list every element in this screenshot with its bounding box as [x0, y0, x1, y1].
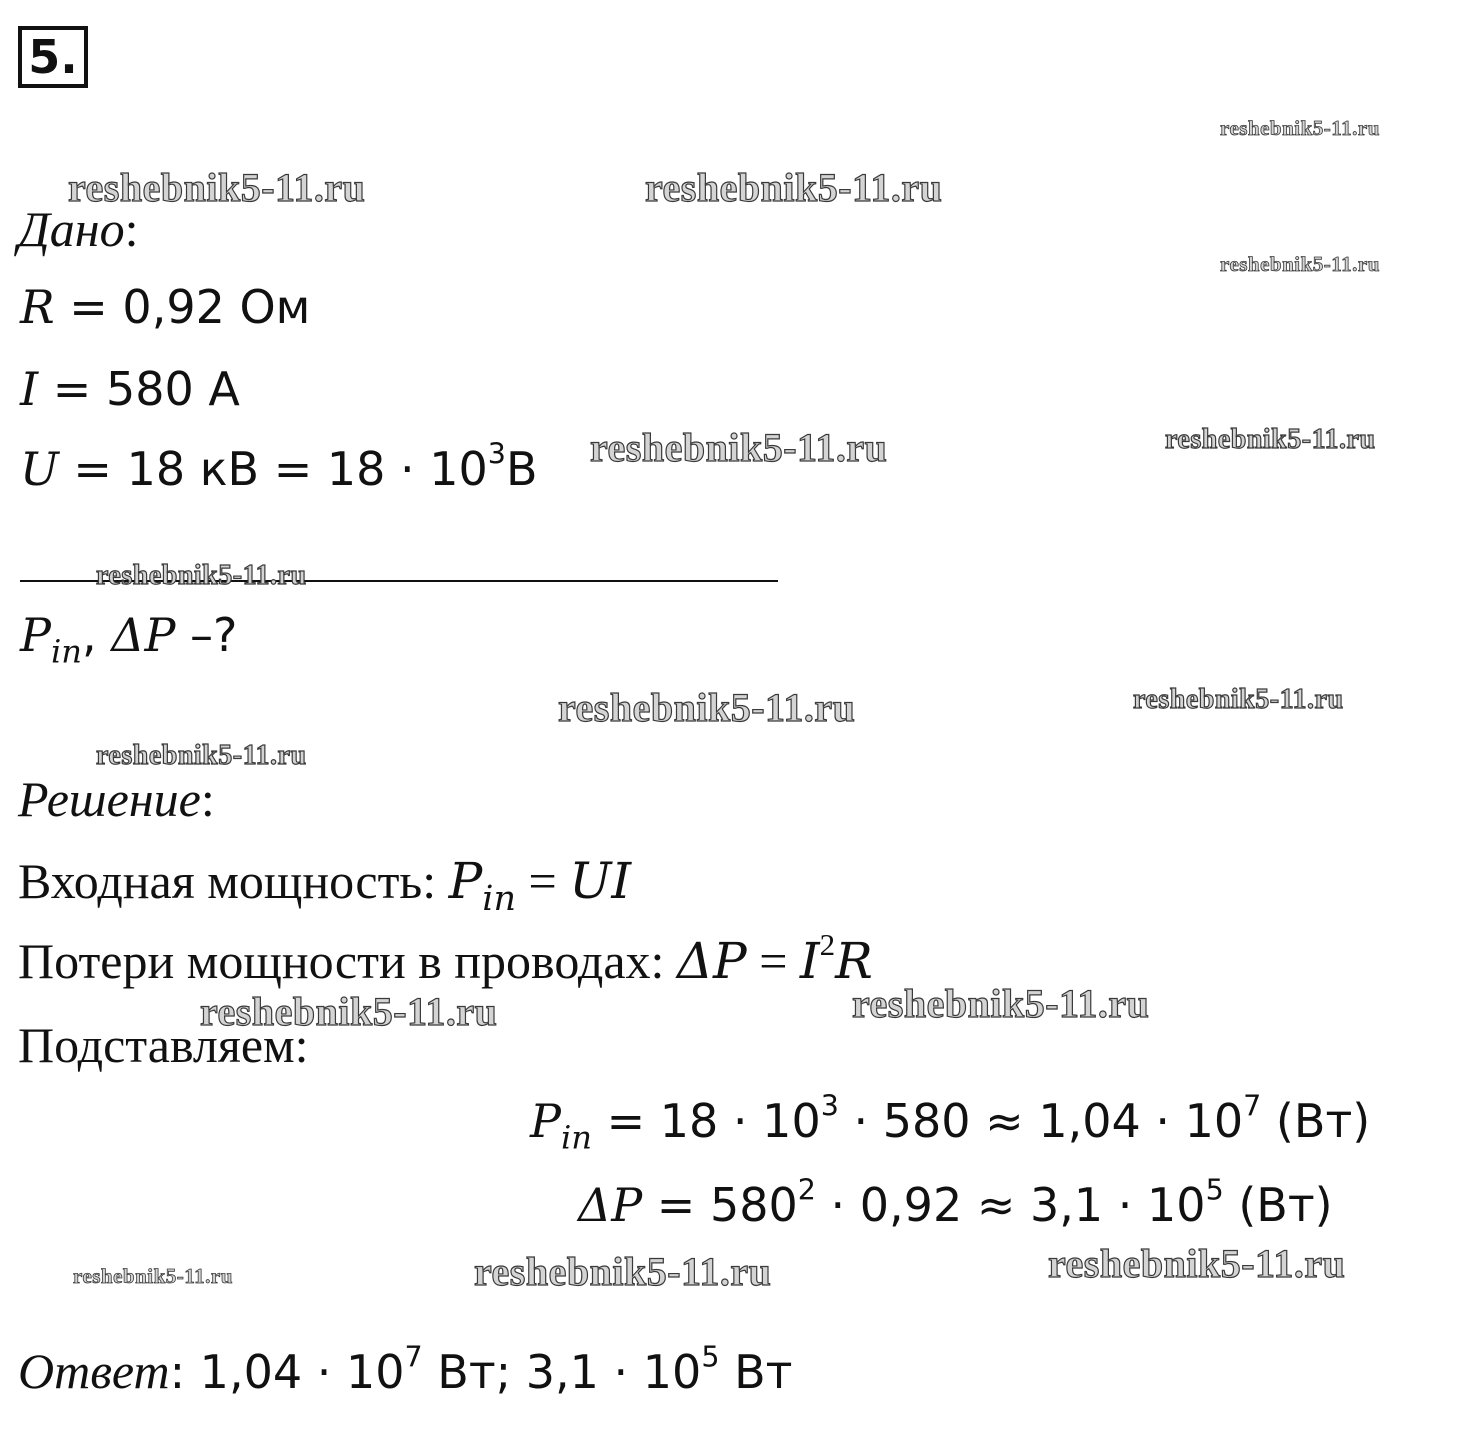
solution-power-loss: Потери мощности в проводах: $\Delta P = I^2R$	[18, 926, 873, 990]
watermark: reshebnik5-11.ru	[645, 165, 943, 210]
given-current: I = 580 А	[20, 362, 240, 416]
answer-line: Ответ: $1,04 \cdot 10^7$ Вт; $3,1 \cdot 10^5$ Вт	[18, 1340, 793, 1399]
given-heading: Дано:	[18, 201, 139, 257]
solution-input-power: Входная мощность: $P_{in}$ = UI	[18, 852, 632, 920]
watermark: reshebnik5-11.ru	[590, 425, 888, 470]
watermark: reshebnik5-11.ru	[1048, 1241, 1346, 1286]
watermark: reshebnik5-11.ru	[474, 1249, 772, 1294]
calc-power-loss: $\Delta P = 580^2 \cdot 0,92 \approx 3,1 \cdot 10^5$ (Вт)	[578, 1173, 1333, 1232]
problem-number: 5.	[18, 26, 88, 88]
watermark: reshebnik5-11.ru	[1133, 684, 1344, 715]
watermark: reshebnik5-11.ru	[558, 685, 856, 730]
watermark: reshebnik5-11.ru	[852, 981, 1150, 1026]
watermark: reshebnik5-11.ru	[1220, 116, 1380, 140]
watermark: reshebnik5-11.ru	[68, 165, 366, 210]
given-resistance: R = 0,92 Ом	[20, 280, 311, 334]
watermark: reshebnik5-11.ru	[96, 740, 307, 771]
watermark: reshebnik5-11.ru	[1220, 252, 1380, 276]
watermark: reshebnik5-11.ru	[1165, 424, 1376, 455]
find-line: $P_{in}$, ΔP –?	[20, 608, 238, 671]
watermark: reshebnik5-11.ru	[200, 989, 498, 1034]
watermark: reshebnik5-11.ru	[73, 1264, 233, 1288]
given-voltage: U = 18 кВ = $18 \cdot 10^3В$	[20, 437, 538, 496]
solution-heading: Решение:	[18, 771, 215, 827]
calc-input-power: $P_{in} = 18 \cdot 10^3 \cdot 580 \approx 1,04 \cdot 10^7$ (Вт)	[530, 1089, 1371, 1157]
solution-substitute: Подставляем:	[18, 1017, 309, 1073]
watermark: reshebnik5-11.ru	[96, 560, 307, 591]
